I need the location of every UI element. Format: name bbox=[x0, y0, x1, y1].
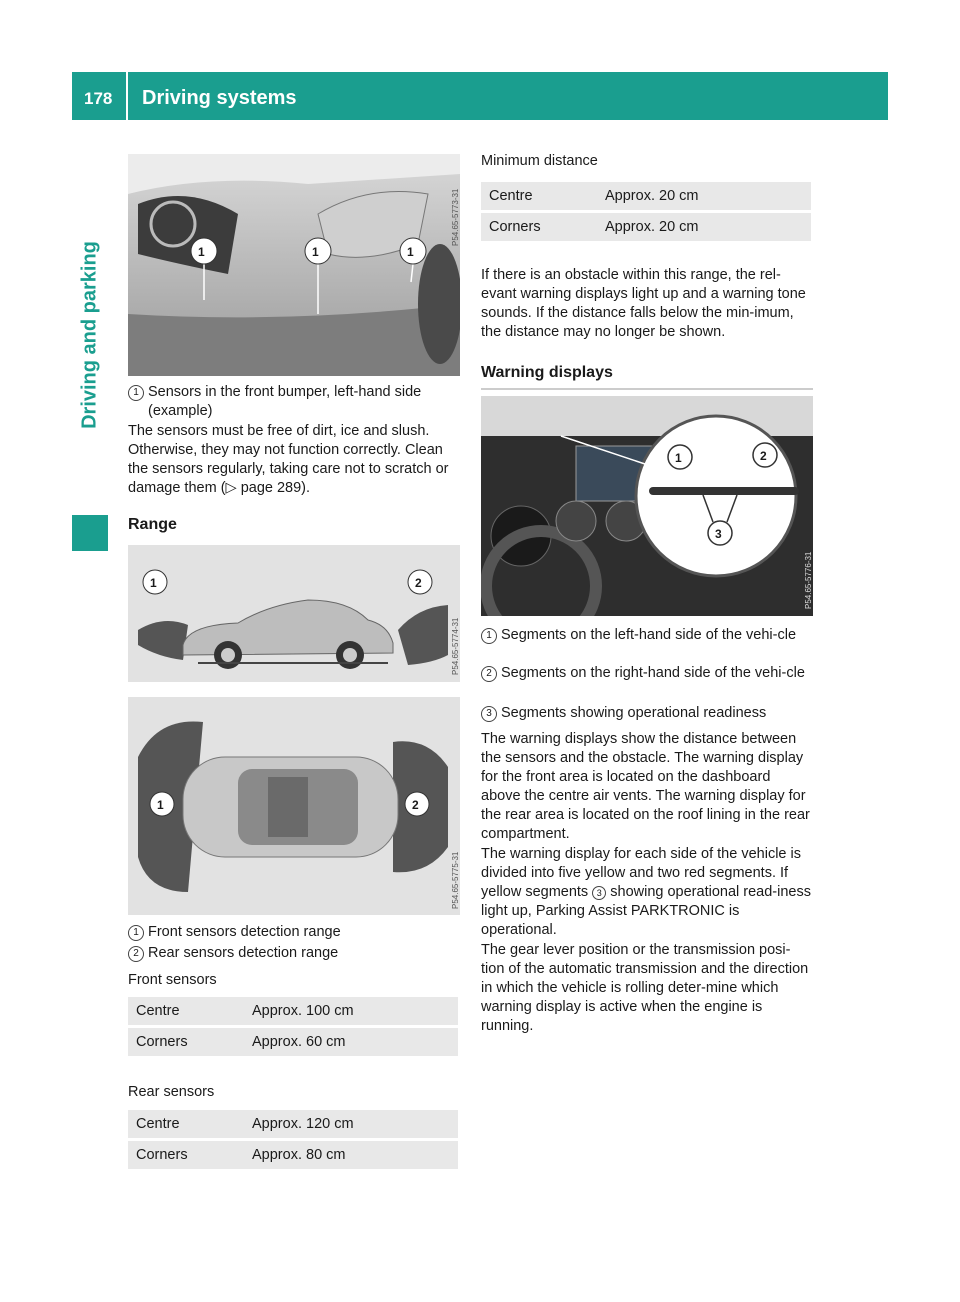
side-tab bbox=[72, 120, 108, 550]
table-cell: Approx. 80 cm bbox=[244, 1141, 458, 1169]
bumper-marker-1: 1 bbox=[198, 245, 205, 259]
top-photo-code: P54.65-5775-31 bbox=[451, 851, 460, 909]
table-cell: Approx. 100 cm bbox=[244, 997, 458, 1025]
table-cell: Corners bbox=[481, 213, 597, 241]
section-title: Driving systems bbox=[142, 87, 297, 109]
top-view-illustration bbox=[128, 697, 460, 915]
side-photo-code: P54.65-5774-31 bbox=[451, 617, 460, 675]
bumper-caption-number: 1 bbox=[128, 385, 144, 401]
rear-sensors-table bbox=[128, 1107, 458, 1172]
right-column bbox=[481, 0, 813, 1302]
obstacle-paragraph: If there is an obstacle within this range, the rel-evant warning displays light up and a warning tone sounds. If the distance falls below the min-imum, the distance may no longer be shown. bbox=[481, 267, 806, 340]
rear-sensors-label: Rear sensors bbox=[128, 1084, 215, 1100]
side-view-illustration bbox=[128, 545, 460, 682]
page-number: 178 bbox=[84, 89, 113, 108]
table-cell: Centre bbox=[128, 997, 244, 1025]
left-column bbox=[128, 0, 460, 1302]
side-view-photo bbox=[128, 545, 460, 682]
sensors-paragraph: The sensors must be free of dirt, ice and slush. Otherwise, they may not function correctly. Clean the sensors regularly, taking care not to scratch or damage them (▷ page 289). bbox=[128, 423, 449, 496]
table-cell: Centre bbox=[481, 182, 597, 210]
table-cell: Approx. 60 cm bbox=[244, 1028, 458, 1056]
table-row bbox=[481, 182, 811, 210]
table-cell: Centre bbox=[128, 1110, 244, 1138]
table-row bbox=[128, 1110, 458, 1138]
bumper-caption bbox=[128, 383, 460, 421]
min-distance-label: Minimum distance bbox=[481, 153, 598, 169]
warning-legend-1-text: Segments on the left-hand side of the vehi-cle bbox=[501, 627, 797, 643]
bumper-marker-3: 1 bbox=[407, 245, 414, 259]
heading-rule bbox=[481, 388, 813, 390]
range-legend-1-text: Front sensors detection range bbox=[148, 924, 341, 940]
bumper-photo bbox=[128, 154, 460, 376]
dashboard-illustration bbox=[481, 396, 813, 616]
front-sensors-table bbox=[128, 994, 458, 1059]
dash-marker-1: 1 bbox=[675, 451, 682, 465]
table-row bbox=[481, 213, 811, 241]
warning-legend-1-number: 1 bbox=[481, 628, 497, 644]
table-cell: Approx. 20 cm bbox=[597, 182, 811, 210]
warning-paragraph-3: The gear lever position or the transmission posi-tion of the automatic transmission and the direction in which the vehicle is rolling deter-mine which warning display is active when the engine is running. bbox=[481, 942, 809, 1034]
dash-photo-code: P54.65-5776-31 bbox=[804, 551, 813, 609]
table-cell: Corners bbox=[128, 1141, 244, 1169]
dash-marker-2: 2 bbox=[760, 449, 767, 463]
table-cell: Approx. 120 cm bbox=[244, 1110, 458, 1138]
bumper-marker-2: 1 bbox=[312, 245, 319, 259]
top-marker-2: 2 bbox=[412, 798, 419, 812]
top-view-photo bbox=[128, 697, 460, 915]
range-legend-1 bbox=[128, 923, 460, 942]
bumper-photo-code: P54.65-5773-31 bbox=[451, 188, 460, 246]
table-cell: Corners bbox=[128, 1028, 244, 1056]
warning-paragraph-1: The warning displays show the distance between the sensors and the obstacle. The warning display for the front area is located on the dashboard above the centre air vents. The warning display for the rear area is located on the roof lining in the rear compartment. bbox=[481, 731, 810, 842]
range-legend-1-number: 1 bbox=[128, 925, 144, 941]
side-tab-marker bbox=[72, 515, 108, 551]
warning-paragraph-2-part-a: The warning display for each side of the vehicle is divided into five yellow and two red segments. If yellow segments bbox=[481, 846, 801, 900]
bumper-caption-text: Sensors in the front bumper, left-hand side (example) bbox=[148, 384, 422, 419]
front-sensors-label: Front sensors bbox=[128, 972, 217, 988]
table-row bbox=[128, 997, 458, 1025]
warning-paragraph-2 bbox=[481, 845, 813, 940]
inline-number: 3 bbox=[592, 886, 606, 900]
table-row bbox=[128, 1141, 458, 1169]
range-legend-2-text: Rear sensors detection range bbox=[148, 945, 339, 961]
warning-heading: Warning displays bbox=[481, 364, 613, 381]
min-distance-table bbox=[481, 179, 811, 244]
warning-legend-1 bbox=[481, 626, 813, 645]
side-tab-label: Driving and parking bbox=[78, 241, 101, 429]
table-row bbox=[128, 1028, 458, 1056]
range-legend-2-number: 2 bbox=[128, 946, 144, 962]
warning-legend-3 bbox=[481, 704, 813, 723]
side-marker-2: 2 bbox=[415, 576, 422, 590]
table-cell: Approx. 20 cm bbox=[597, 213, 811, 241]
warning-legend-2-number: 2 bbox=[481, 666, 497, 682]
dash-marker-3: 3 bbox=[715, 527, 722, 541]
warning-legend-2 bbox=[481, 664, 813, 683]
warning-paragraph-2-part-b: showing operational read-iness light up, Parking Assist PARKTRONIC is operational. bbox=[481, 884, 811, 938]
bumper-illustration bbox=[128, 154, 460, 376]
range-heading: Range bbox=[128, 516, 177, 533]
warning-legend-2-text: Segments on the right-hand side of the vehi-cle bbox=[501, 665, 805, 681]
range-legend-2 bbox=[128, 944, 460, 963]
dashboard-photo bbox=[481, 396, 813, 616]
warning-legend-3-number: 3 bbox=[481, 706, 497, 722]
warning-legend-3-text: Segments showing operational readiness bbox=[501, 705, 767, 721]
side-marker-1: 1 bbox=[150, 576, 157, 590]
top-marker-1: 1 bbox=[157, 798, 164, 812]
